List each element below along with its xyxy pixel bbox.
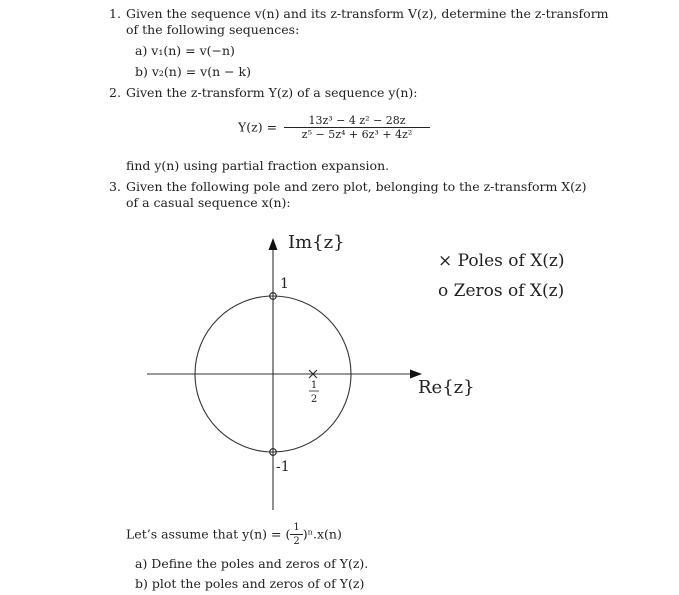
q3-assumption (126, 521, 342, 548)
q1-item-b: b) v₂(n) = v(n − k) (135, 64, 252, 79)
q3-number: 3. (109, 179, 121, 194)
q1-number: 1. (109, 6, 121, 21)
q3-line1: Given the following pole and zero plot, belonging to the z-transform X(z) (126, 179, 587, 194)
label-half-denominator: 2 (310, 394, 318, 405)
legend-zeros: o Zeros of X(z) (438, 281, 565, 301)
q2-line1: Given the z-transform Y(z) of a sequence y(n): (126, 85, 418, 100)
assumption-suffix: )ⁿ.x(n) (302, 526, 342, 542)
imag-axis-arrowhead (269, 238, 278, 250)
q1-line1: Given the sequence v(n) and its z-transform V(z), determine the z-transform (126, 6, 609, 21)
assumption-frac-num: 1 (290, 521, 302, 535)
label-one: 1 (280, 276, 289, 292)
assumption-frac-den: 2 (293, 536, 300, 547)
assumption-prefix: Let’s assume that y(n) = ( (126, 526, 291, 542)
q3-item-b: b) plot the poles and zeros of of Y(z) (135, 576, 365, 591)
im-axis-label: Im{z} (288, 232, 345, 253)
q2-eq-numerator: 13z³ − 4 z² − 28z (284, 114, 430, 128)
label-minus-one: -1 (276, 459, 290, 475)
q2-line2: find y(n) using partial fraction expansion. (126, 158, 390, 173)
q3-item-a: a) Define the poles and zeros of Y(z). (135, 556, 369, 571)
re-axis-label: Re{z} (418, 377, 475, 398)
q2-eq-lhs: Y(z) = (238, 119, 278, 135)
q2-eq-denominator: z⁵ − 5z⁴ + 6z³ + 4z² (301, 128, 413, 141)
q3-line2: of a casual sequence x(n): (126, 195, 291, 210)
q1-item-a: a) v₁(n) = v(−n) (135, 43, 235, 58)
legend-poles: × Poles of X(z) (438, 251, 565, 271)
label-half-numerator: 1 (310, 380, 318, 391)
q2-number: 2. (109, 85, 121, 100)
q1-line2: of the following sequences: (126, 22, 300, 37)
